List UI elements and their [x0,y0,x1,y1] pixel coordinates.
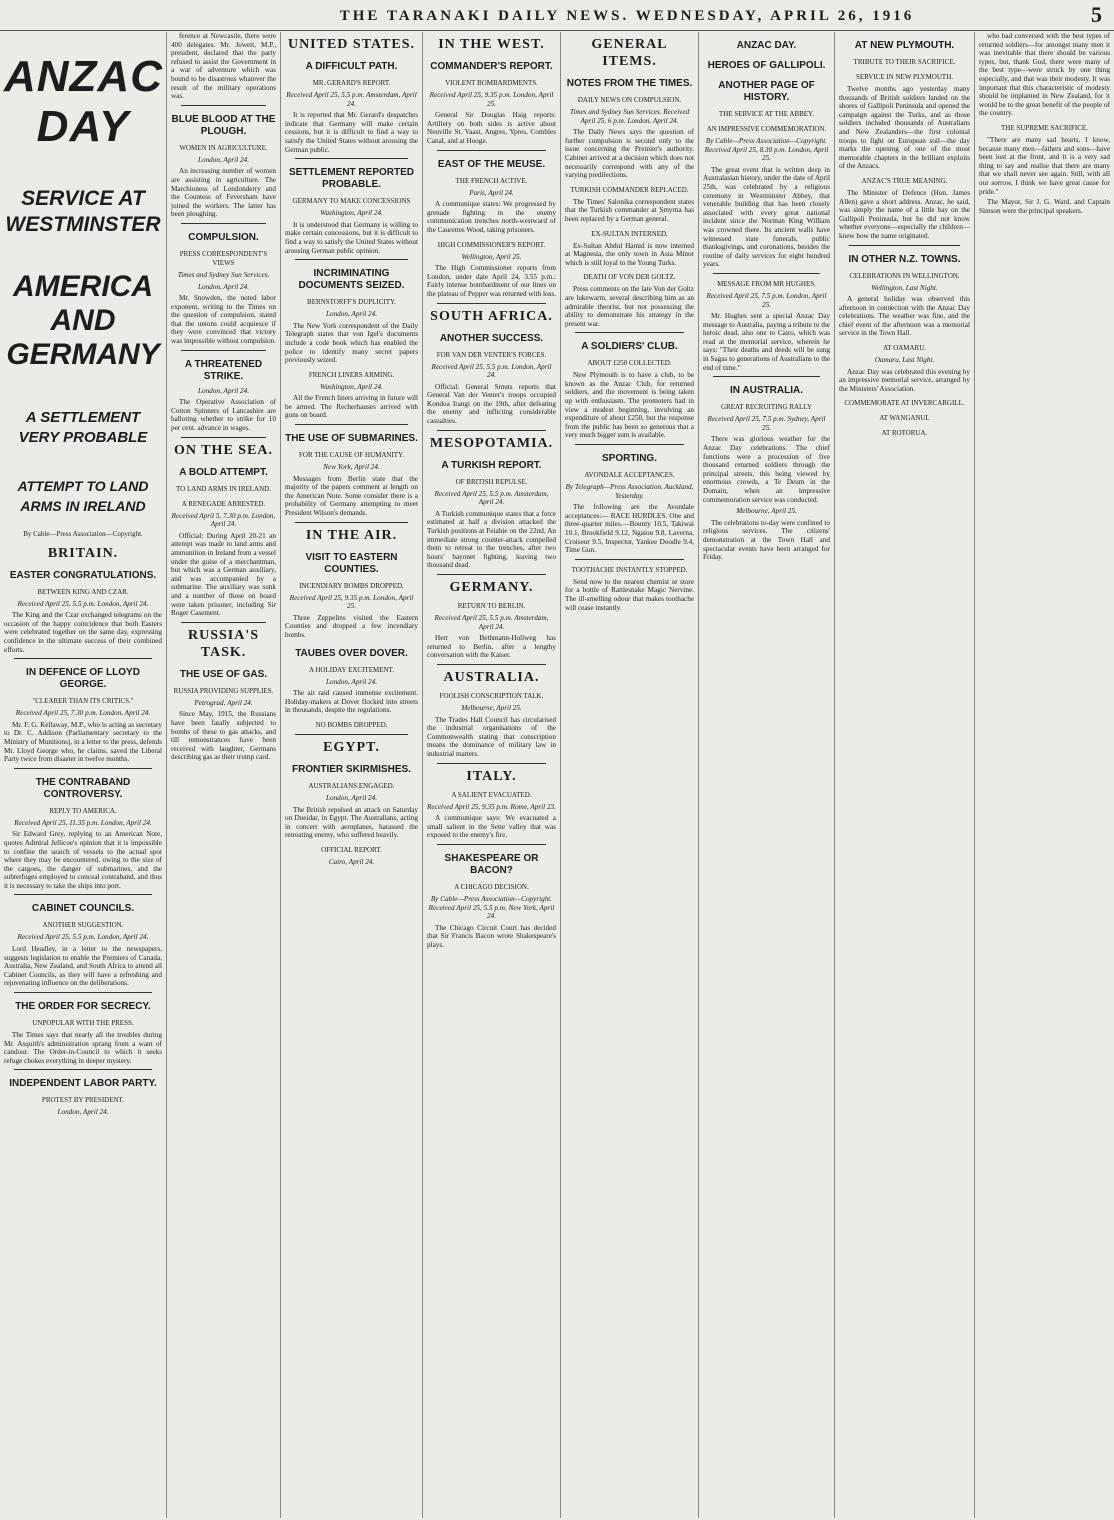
heading-gas: THE USE OF GAS. [179,668,268,680]
divider [437,574,546,575]
divider [295,522,408,523]
dateline: Received April 25, 7.5 p.m. London, April 25. [706,291,827,309]
subheading-invercargill: COMMEMORATE AT INVERCARGILL. [844,399,965,408]
column-britain-continued [166,32,280,1518]
heading-cabinet: CABINET COUNCILS. [31,903,135,915]
section-in-the-air: IN THE AIR. [305,527,398,543]
advertisement-text: Send now to the nearest chemist or store for a bottle of Rattlesnake Magic Nervine. The ill-smelling odour that makes toothache will cease instantly. [565,577,694,612]
subheading-ex-sultan: EX-SULTAN INTERNED. [591,229,668,238]
section-australia: AUSTRALIA. [443,669,540,685]
dateline: Received April 25, 5.5 p.m. Amsterdam, April 24. [434,489,549,507]
article-text: An increasing number of women are assisting in agriculture. The Marchioness of Londonderry and the Countess of Feversham have joined the workers. The latter has been ploughing. [171,167,276,219]
column-new-plymouth [834,32,974,1518]
section-south-africa: SOUTH AFRICA. [430,308,553,324]
heading-another-page: ANOTHER PAGE OF HISTORY. [718,80,815,103]
dateline: Oamaru, Last Night. [874,356,935,365]
subheading-official: OFFICIAL REPORT. [321,845,382,854]
dateline: Washington, April 24. [320,209,383,218]
column-in-the-west [422,32,560,1518]
article-text: The High Commissioner reports from London, under date April 24, 3.55 p.m.: Fairly intense bombardment of our lines on the plateau of Pepper was returned with loss. [427,264,556,298]
masthead-title: THE TARANAKI DAILY NEWS. WEDNESDAY, APRIL 26, 1916 [339,8,915,24]
subheading-daily-news: DAILY NEWS ON COMPULSION. [577,96,682,104]
divider [437,303,546,304]
article-text: The Minister of Defence (Hon. James Allen) gave a short address. Anzac, he said, was simply the name of a little bay on the Gallipoli Peninsula, but he did not know whether everyone—especially the children—knew how the name originated. [839,188,970,240]
subheading-land-arms: TO LAND ARMS IN IRELAND. [176,484,271,493]
article-text: Official: General Smuts reports that General Van der Venter's troops occupied Kondoa Irangi on the 19th, after defeating the enemy and inflicting considerable casualties. [427,382,556,426]
headline-westminster: SERVICE AT WESTMINSTER [5,187,161,236]
section-germany: GERMANY. [449,580,534,595]
divider [849,245,960,246]
divider [575,444,684,445]
subheading-goltz: DEATH OF VON DER GOLTZ. [583,273,676,282]
article-text: The King and the Czar exchanged telegrams on the occasion of the happy coincidence that both Easters were celebrated together on the same day, expressing confidence in the ultimate success of their combined efforts. [4,611,162,654]
heading-turkish-report: A TURKISH REPORT. [441,459,542,471]
subheading-rotorua: AT ROTORUA. [881,429,928,438]
heading-difficult-path: A DIFFICULT PATH. [305,61,398,72]
heading-another-success: ANOTHER SUCCESS. [439,332,544,344]
subheading-high-commissioner: HIGH COMMISSIONER'S REPORT. [437,240,546,249]
article-text: The Chicago Circuit Court has decided that Sir Francis Bacon wrote Shakespeare's plays. [427,923,556,949]
article-text: Mr. F. G. Kellaway, M.P., who is acting as secretary to Dr. C. Addison (Parliamentary secretary to the Ministry of Munitions), in a letter to the press, defends Mr. Lloyd George who, he claims, saved the Liberal Party twice from disaster in twelve months. [4,720,162,764]
divider [437,763,546,764]
headline-america-germany: AMERICA AND GERMANY [6,270,160,371]
article-text: The New York correspondent of the Daily Telegraph states that von Igel's documents include a code book which has enabled the police to identify many secret papers previously seized. [285,321,418,365]
divider [575,332,684,333]
dateline: Wellington, Last Night. [871,283,938,292]
article-text: Sir Edward Grey, replying to an American Note, quotes Admiral Jellicoe's opinion that it is impossible to confine the search of vessels to the actual spot where they may be encountered, owing to the size of the cargoes, the danger of submarines, and the subterfuges employed to conceal contraband, and thus it is necessary to take the ships into port. [4,830,162,890]
divider [295,424,408,425]
dateline: Received April 25, 9.35 p.m. London, April 25. [289,593,414,611]
subheading-hughes: MESSAGE FROM MR HUGHES. [717,279,816,288]
section-general-items: GENERAL ITEMS. [591,37,668,69]
subheading-recruiting: GREAT RECRUITING RALLY [721,403,812,412]
dateline: London, April 24. [57,1108,109,1117]
subheading-critics: "CLEARER THAN ITS CRITICS." [32,697,134,706]
dateline: London, April 24. [198,155,249,164]
article-text: It is reported that Mr. Gerard's despatches indicate that Germany will make certain cessions, but it is difficult to find a way to satisfy the United States without arousing the German public. [285,111,418,154]
subheading-repulse: OF BRITISH REPULSE. [455,477,528,486]
column-general-items [560,32,698,1518]
article-text: who had conversed with the best types of returned soldiers—for amongst many men it was inevitable that there should be various types, but, thank God, there were many of the best type—were struck by one thing especially, and that was their modesty. It was important that this characteristic of modesty should be implanted in New Zealand, for it would be to the great benefit of the people of the country. [979,32,1110,118]
article-text: General Sir Douglas Haig reports: Artillery on both sides is active about Neuville St. Vaast, Angres, Ypres, Combles Canal, and at Hooge. [427,111,556,145]
section-in-the-west: IN THE WEST. [438,37,545,52]
subheading-humanity: FOR THE CAUSE OF HUMANITY. [299,451,404,460]
heading-times-notes: NOTES FROM THE TIMES. [566,78,693,89]
subheading-chicago: A CHICAGO DECISION. [454,882,529,891]
dateline: London, April 24. [326,310,377,319]
subheading-oamaru: AT OAMARU. [882,344,927,353]
masthead [0,0,1114,31]
dateline: Melbourne, April 25. [461,703,522,712]
heading-shakespeare: SHAKESPEARE OR BACON? [444,852,539,876]
article-text: The Trades Hall Council has circularised the industrial organisations of the Commonwealth stating that conscription means the dominance of military law in industrial matters. [427,715,556,758]
divider [295,158,408,159]
dateline: By Cable—Press Association—Copyright. Received April 25, 8.30 p.m. London, April 25. [704,137,829,163]
heading-submarines: THE USE OF SUBMARINES. [285,433,418,445]
dateline: Times and Sydney Sun Services. [177,270,270,279]
heading-compulsion: COMPULSION. [188,231,259,243]
article-text: Official: During April 20-21 an attempt was made to land arms and ammunition in Ireland from a vessel under the guise of a merchantman, but which was a German auxiliary, and was accompanied by a submarine. The auxiliary was sunk and a number of those on board were taken prisoner, including Sir Roger Casement. [171,531,276,618]
divider [295,259,408,260]
heading-strike: A THREATENED STRIKE. [184,358,263,382]
article-text: The great event that is written deep in Australasian history, under the date of April 25th, was celebrated by a religious ceremony in Westminster Abbey, that venerable building that has been closely associated with every great national incident since the Norman King William was crowned there. Its ancient walls have witnessed state funerals, public thanksgivings, and coronations, besides the routine of daily services for eight hundred years. [703,165,830,269]
article-text: A Turkish communique states that a force estimated at half a division attacked the Turkish positions at Feiahie on the 22nd. An immediate strong counter-attack compelled them to retreat to the trenches, after two hours' bayonet fighting, leaving two thousand dead. [427,509,556,570]
headline-anzac-day: ANZAC DAY [4,52,163,151]
subheading-bombardments: VIOLENT BOMBARDMENTS. [445,79,538,87]
dateline: Received April 25, 9.35 p.m. London, April 25. [429,91,554,108]
heading-soldiers-club: A SOLDIERS' CLUB. [581,341,678,353]
heading-easter: EASTER CONGRATULATIONS. [9,569,157,581]
subheading-unpopular: UNPOPULAR WITH THE PRESS. [32,1019,134,1028]
heading-toothache: TOOTHACHE INSTANTLY STOPPED. [571,565,688,574]
heading-settlement: SETTLEMENT REPORTED PROBABLE. [288,167,414,191]
heading-meuse: EAST OF THE MEUSE. [437,158,546,170]
divider [14,992,152,993]
heading-commander: COMMANDER'S REPORT. [430,61,553,72]
dateline: Received April 25, 7.5 p.m. Sydney, April 25. [707,415,826,432]
article-text: Messages from Berlin state that the majority of the papers comment at length on the American Note. Some consider there is a probability of Germany attempting to meet President Wilson's demands. [285,474,418,518]
subheading-supplies: RUSSIA PROVIDING SUPPLIES. [173,686,274,695]
dateline: Received April 25, 7.30 p.m. London, April 24. [15,709,151,718]
dateline: London, April 24. [198,282,249,291]
dateline: Petrograd, April 24. [194,698,253,707]
article-text: It is understood that Germany is willing to make certain concessions, but it is difficult to find a way to satisfy the United States without arousing German public opinion. [285,220,418,255]
article-text: The Times' Salonika correspondent states that the Turkish commander at Smyrna has been replaced by a German general. [565,197,694,223]
divider [181,105,266,106]
subheading-australians: AUSTRALIANS ENGAGED. [308,781,395,790]
subheading-commemoration: AN IMPRESSIVE COMMEMORATION. [706,125,827,133]
headline-settlement: A SETTLEMENT VERY PROBABLE [18,409,148,446]
divider [437,150,546,151]
article-text: A communique states: We progressed by grenade fighting in the enemy communication trenches north-westward of the Caurettes Wood, taking prisoners. [427,200,556,234]
divider [14,658,152,659]
heading-eastern-counties: VISIT TO EASTERN COUNTIES. [305,551,398,575]
article-text: There was glorious weather for the Anzac Day celebrations. The chief functions were a procession of five thousand returned soldiers through the principal streets, this being viewed by enormous crowds, a Te Deum in the Domain, when an impressive commemoration service was conducted. [703,435,830,504]
heading-contraband: THE CONTRABAND CONTROVERSY. [35,776,131,800]
subheading-supreme-sacrifice: THE SUPREME SACRIFICE. [1001,123,1088,132]
article-text: Three Zeppelins visited the Eastern Counties and dropped a few incendiary bombs. [285,613,418,639]
dateline: Wellington, April 25. [461,252,522,261]
byline: By Cable—Press Association—Copyright. [23,530,143,538]
article-text: Twelve months ago yesterday many thousands of British soldiers landed on the shores of Gallipoli Peninsula and opened the campaign against the Turks, and as those soldiers included thousands of Australians and New Zealanders—the first colonial troops to fight on European soil—the day marks the opening of one of the most memorable chapters in the brilliant exploits of the Anzacs. [839,85,970,171]
subheading-venter: FOR VAN DER VENTER'S FORCES. [436,350,547,359]
dateline: Received April 25, 5.5 p.m. London, April 24. [431,362,552,380]
divider [437,430,546,431]
article-text: Mr. Hughes sent a special Anzac Day message to Australia, paying a tribute to the heroic dead, also one to Cairo, which was read at the memorial service, wherein he says: "Their deaths and deeds will be sung in Sagas to generations of Australians to the end of time." [703,312,830,372]
heading-new-plymouth: AT NEW PLYMOUTH. [854,40,955,51]
section-italy: ITALY. [466,768,517,784]
article-text: The Times says that nearly all the troubles during Mr. Asquith's administration sprang from a want of candour. The Order-in-Council to which it seeks refuge chokes everything in deeper mystery. [4,1031,162,1065]
subheading-gerard: MR. GERARD'S REPORT. [312,79,391,87]
article-text: "There are many sad hearts, I know, because many men—fathers and sons—have been lost at the front, and it is a very sad thing to say and realise that there are many that we shall never see again. Still, with all our sorrow, I think we have great cause for pride." [979,135,1110,196]
dateline: By Cable—Press Association—Copyright. Received April 25, 5.5 p.m. New York, April 24. [428,894,555,921]
subheading-no-bombs: NO BOMBS DROPPED. [315,720,388,729]
dateline: Received April 25, 5.5 p.m. London, April 24. [17,599,149,608]
heading-secrecy: THE ORDER FOR SECRECY. [15,1001,151,1013]
article-text: A general holiday was observed this afternoon in connection with the Anzac Day celebrations. The weather was fine, and the chief event of the afternoon was a memorial service in the Town Hall. [839,295,970,338]
heading-taubes: TAUBES OVER DOVER. [295,647,408,659]
subheading-liners: FRENCH LINERS ARMING. [308,370,395,379]
subheading-collected: ABOUT £250 COLLECTED. [587,359,672,368]
heading-frontier: FRONTIER SKIRMISHES. [292,763,411,775]
subheading-women: WOMEN IN AGRICULTURE. [179,143,268,152]
subheading-turkish-commander: TURKISH COMMANDER REPLACED. [570,185,689,194]
dateline: Received April 25, 9.35 p.m. Rome, April 23. [427,802,556,811]
page-number: 5 [1091,2,1102,27]
dateline: Melbourne, April 25. [736,507,797,516]
column-continued [974,32,1114,1518]
divider [713,273,820,274]
subheading-king-czar: BETWEEN KING AND CZAR. [37,587,129,596]
dateline: London, April 24. [326,677,377,686]
article-text: Lord Headley, in a letter to the newspapers, suggests legislation to enable the Premiers of Canada, Australia, New Zealand, and South Africa to attend all Cabinet Councils, as they will have a refreshing and rejuvenating influence on the deliberations. [4,945,162,988]
article-text: New Plymouth is to have a club, to be known as the Anzac Club, for returned soldiers, and the movement is being taken up with enthusiasm. The promoters had in view a modest beginning, involving an expenditure of about £250, but the response from the public has been so generous that a very much bigger sum is available. [565,371,694,440]
heading-heroes: HEROES OF GALLIPOLI. [707,60,826,71]
heading-blue-blood: BLUE BLOOD AT THE PLOUGH. [171,113,276,137]
divider [295,734,408,735]
dateline: Washington, April 24. [320,382,383,391]
subheading-return-berlin: RETURN TO BERLIN. [457,602,526,610]
dateline: Received April 25, 5.5 p.m. Amsterdam, April 24. [286,91,417,108]
subheading-reply-america: REPLY TO AMERICA. [49,806,117,815]
heading-sporting: SPORTING. [601,453,657,465]
dateline: Received April 5, 7.30 p.m. London, April 24. [171,511,276,529]
divider [181,437,266,438]
section-egypt: EGYPT. [323,739,380,755]
heading-labor-party: INDEPENDENT LABOR PARTY. [9,1078,157,1090]
subheading-incendiary: INCENDIARY BOMBS DROPPED. [299,581,404,590]
subheading-another-suggestion: ANOTHER SUGGESTION. [42,921,124,930]
subheading-abbey: THE SERVICE AT THE ABBEY. [719,110,814,118]
subheading-avondale: AVONDALE ACCEPTANCES. [584,471,675,480]
dateline: London, April 24. [326,793,377,802]
column-united-states [280,32,422,1518]
divider [181,622,266,623]
column-lead [0,32,166,1518]
divider [181,350,266,351]
divider [14,894,152,895]
subheading-conscription: FOOLISH CONSCRIPTION TALK. [439,691,544,700]
section-on-the-sea: ON THE SEA. [173,442,274,458]
section-united-states: UNITED STATES. [287,37,416,52]
section-britain: BRITAIN. [47,545,119,561]
subheading-press: PRESS CORRESPONDENT'S VIEWS [179,249,268,267]
article-text: The Daily News says the question of further compulsion is second only to the issue concerning the Premier's authority. Cabinet arrived at a decision which does not necessarily correspond with any of the varying predilections. [565,128,694,180]
article-text: The British repulsed an attack on Saturday on Dueidar, in Egypt. The Australians, acting in concert with aeroplanes, harassed the retreating enemy, who suffered heavily. [285,805,418,840]
article-text: Anzac Day was celebrated this evening by an impressive memorial service, arranged by the Ministers' Association. [839,367,970,393]
subheading-holiday: A HOLIDAY EXCITEMENT. [308,665,395,674]
article-text: The Operative Association of Cotton Spinners of Lancashire are balloting whether to strike for 10 per cent. advance in wages. [171,398,276,433]
heading-bold-attempt: A BOLD ATTEMPT. [179,466,268,478]
divider [437,844,546,845]
column-anzac-day [698,32,834,1518]
dateline: Received April 25, 11.35 p.m. London, April 24. [14,818,152,827]
dateline: New York, April 24. [323,463,380,472]
subheading-tribute: TRIBUTE TO THEIR SACRIFICE. [853,58,956,66]
dateline: Received April 25, 5.5 p.m. Amsterdam, April 24. [434,614,549,631]
dateline: Paris, April 24. [469,188,514,197]
subheading-salient: A SALIENT EVACUATED. [451,790,532,799]
article-text: Herr von Bethmann-Hollweg has returned to Berlin, after a lengthy conversation with the Kaiser. [427,634,556,660]
divider [437,664,546,665]
article-text: The celebrations to-day were confined to religious services. The citizens' demonstration at the Town Hall and spectacular events have been arranged for Friday. [703,518,830,562]
dateline: London, April 24. [198,386,249,395]
heading-other-towns: IN OTHER N.Z. TOWNS. [848,253,961,265]
divider [181,223,266,224]
heading-anzac-day: ANZAC DAY. [736,40,797,51]
subheading-french: THE FRENCH ACTIVE. [455,176,528,185]
article-text: All the French liners arriving in future will be armed. The Recherhauses arrived with guns on board. [285,394,418,420]
subheading-bernstorff: BERNSTORFF'S DUPLICITY. [307,298,396,307]
article-text: ference at Newcastle, there were 400 delegates. Mr. Jowett, M.P., president, declared that the party refused to assist the Government in a war of adventure which was bound to be disastrous whatever the result of the military operations was. [171,32,276,101]
newspaper-columns [0,32,1114,1520]
dateline: By Telegraph—Press Association. Auckland, Yesterday. [565,483,694,500]
heading-in-australia: IN AUSTRALIA. [730,385,803,397]
subheading-wellington: CELEBRATIONS IN WELLINGTON. [849,271,960,280]
section-mesopotamia: MESOPOTAMIA. [429,435,554,451]
divider [14,768,152,769]
article-text: Mr. Snowden, the noted labor exponent, writing to the Times on the question of compulsion, stated that the unions could acquiesce if they were convinced that victory was impossible without compulsion. [171,294,277,346]
divider [14,1069,152,1070]
headline-ireland: ATTEMPT TO LAND ARMS IN IRELAND [17,478,149,514]
article-text: Ex-Sultan Abdul Hamid is now interned at Magnesia, the only town in Asia Minor which is still loyal to the Young Turks. [565,241,694,267]
subheading-service: SERVICE IN NEW PLYMOUTH. [856,73,953,81]
subheading-renegade: A RENEGADE ARRESTED. [181,499,266,508]
article-text: Since May, 1915, the Russians have been fatally subjected to bombs of these to gas attacks, and till remonstrances have been received with laughter, Germans describing gas as their trump card. [171,710,276,762]
subheading-anzac-meaning: ANZAC'S TRUE MEANING. [861,176,948,185]
dateline: Times and Sydney Sun Services. Received April 25, 6 p.m. London, April 24. [569,108,690,125]
dateline: Received April 25, 5.5 p.m. London, April 24. [17,933,149,942]
subheading-concessions: GERMANY TO MAKE CONCESSIONS [292,197,411,206]
heading-documents: INCRIMINATING DOCUMENTS SEIZED. [298,268,405,292]
section-russia: RUSSIA'S TASK. [187,627,260,660]
article-text: The Mayor, Sir J. G. Ward, and Captain Simson were the principal speakers. [979,198,1110,215]
article-text: The air raid caused immense excitement. Holiday-makers at Dover flocked into streets in thousands, despite the regulations. [285,689,418,715]
article-text: A communique says: We evacuated a small salient in the Sette valley that was exposed to the enemy's fire. [427,814,556,840]
article-text: Press comments on the late Von der Goltz are lukewarm, several describing him as an admirable theorist, but not possessing the ability to demonstrate his strategy in the present war. [565,285,694,328]
divider [713,376,820,377]
subheading-wanganui: AT WANGANUI. [879,414,930,423]
subheading-protest: PROTEST BY PRESIDENT. [41,1096,125,1105]
dateline: Cairo, April 24. [328,857,375,866]
article-text: The following are the Avondale acceptances:— RACE HURDLES. One and three-quarter miles.—Bounty 10.5, Takiwai 10.1, Brookfield 9.12, Ngaiou 9.8, Laverna, Croiseur 9.5, Inspector, Yankee Doodle 9.4, Time Gun. [565,503,694,555]
divider [575,559,684,560]
heading-lloyd-george: IN DEFENCE OF LLOYD GEORGE. [26,667,140,691]
